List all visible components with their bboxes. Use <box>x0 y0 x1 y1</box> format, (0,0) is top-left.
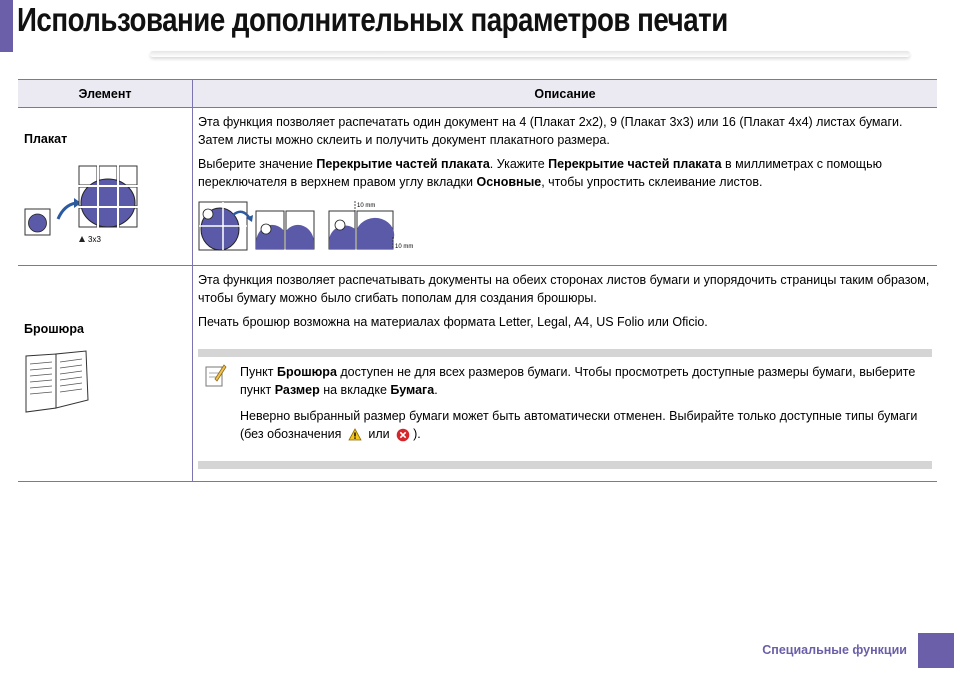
header-description: Описание <box>193 80 938 108</box>
table-row-booklet <box>18 266 937 482</box>
overlap-illustration <box>198 199 428 251</box>
note-para-1: Пункт Брошюра доступен не для всех размеров бумаги. Чтобы просмотреть доступные размеры бумаги, выберите пункт Размер на вкладке Бумага. <box>240 365 916 397</box>
error-icon <box>396 428 410 442</box>
poster-para-2: Выберите значение Перекрытие частей плаката. Укажите Перекрытие частей плаката в миллиметрах с помощью переключателя в верхнем правом углу вкладки Основные, чтобы упростить склеивание листов. <box>198 157 882 189</box>
poster-illustration <box>24 165 139 245</box>
overlap-side-label: 10 mm <box>395 244 414 250</box>
table-header-row <box>18 80 937 108</box>
page-title: Использование дополнительных параметров печати <box>17 1 728 38</box>
title-underline <box>150 51 910 57</box>
booklet-para-2: Печать брошюр возможна на материалах формата Letter, Legal, A4, US Folio или Oficio. <box>198 315 708 329</box>
booklet-cell <box>18 266 193 482</box>
booklet-description <box>193 266 938 482</box>
poster-cell <box>18 108 193 266</box>
booklet-title: Брошюра <box>24 322 84 336</box>
parameters-table <box>18 79 937 482</box>
header-element: Элемент <box>18 80 193 108</box>
booklet-para-1: Эта функция позволяет распечатывать документы на обеих сторонах листов бумаги и упорядочить страницы таким образом, чтобы бумагу можно было сгибать пополам для создания брошюры. <box>198 273 930 305</box>
poster-caption: 3x3 <box>88 235 101 244</box>
warning-icon <box>348 428 362 441</box>
note-icon <box>205 363 227 387</box>
poster-description <box>193 108 938 266</box>
footer-section-label: Специальные функции <box>762 643 907 657</box>
booklet-icon <box>24 350 90 414</box>
overlap-top-label: 10 mm <box>357 203 376 209</box>
note-para-2: Неверно выбранный размер бумаги может быть автоматически отменен. Выбирайте только доступные типы бумаги (без обозначения или ). <box>240 409 918 441</box>
note-box <box>198 349 932 469</box>
accent-bar <box>0 0 13 52</box>
table-row-poster <box>18 108 937 266</box>
poster-title: Плакат <box>24 132 68 146</box>
poster-para-1: Эта функция позволяет распечатать один документ на 4 (Плакат 2x2), 9 (Плакат 3x3) или 16 (Плакат 4x4) листах бумаги. Затем листы можно склеить и получить документ плакатного размера. <box>198 115 903 147</box>
page-number-box <box>918 633 954 668</box>
